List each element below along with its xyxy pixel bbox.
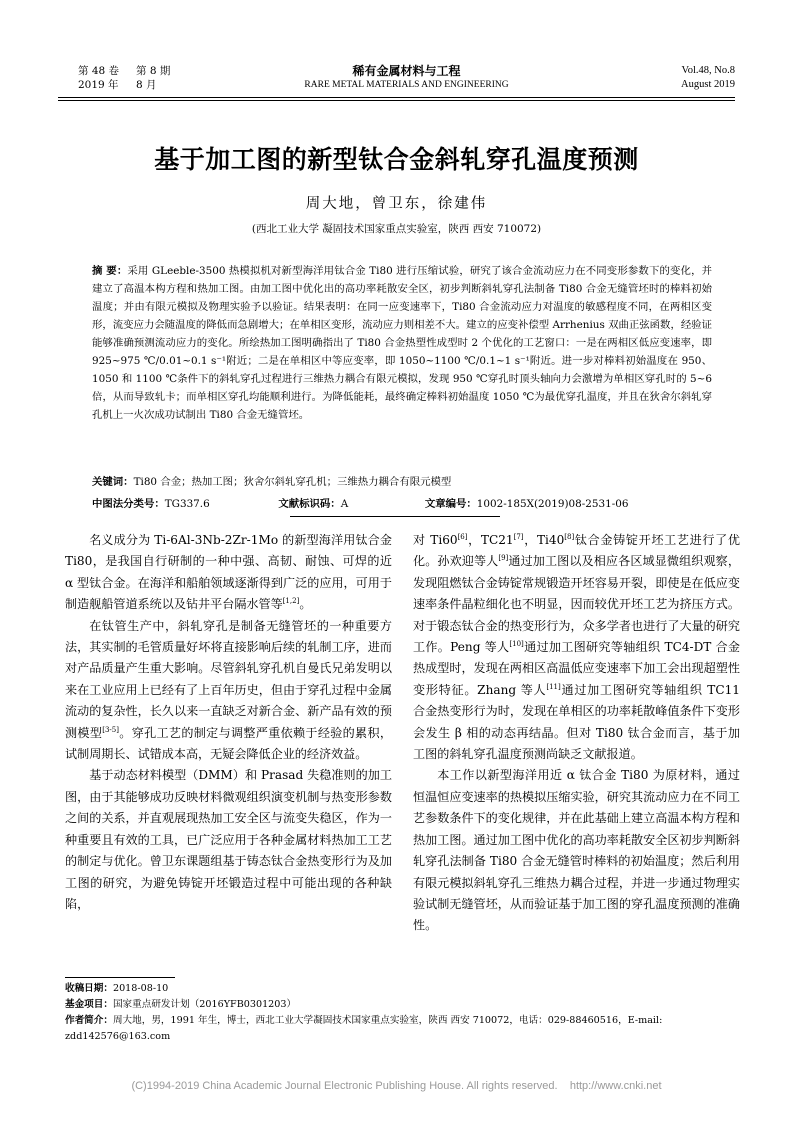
citation: [8] — [564, 532, 575, 541]
citation: [1,2] — [282, 597, 300, 606]
body-left-column — [65, 530, 392, 915]
header-rule — [58, 97, 735, 98]
citation: [6] — [457, 532, 468, 541]
body-paragraph: 本工作以新型海洋用近 α 钛合金 Ti80 为原材料，通过恒温恒应变速率的热模拟压缩实验，研究其流动应力在不同工艺参数条件下的变化规律，并在此基础上建立高温本构方程和热加工图。通过加工图中优化的高功率耗散安全区初步判断斜轧穿孔法制备 Ti80 合金无缝管时棒料的初始温度；然后利用有限元模拟斜轧穿孔三维热力耦合过程，并进一步通过物理实验试制无缝管坯，从而验证基于加工图的穿孔温度预测的准确性。 — [413, 768, 740, 933]
citation: [10] — [509, 640, 524, 648]
fund-info: 基金项目：国家重点研发计划（2016YFB0301203） — [65, 999, 297, 1010]
citation: [3-5] — [102, 725, 119, 734]
keywords-label: 关键词： — [92, 476, 134, 488]
abstract — [92, 262, 712, 424]
author-info: 作者简介：周大地，男，1991 年生，博士，西北工业大学凝固技术国家重点实验室，陕西 西安 710072，电话：029-88460516，E-mail: zdd142576@163.com — [65, 1015, 663, 1042]
volume-cn: 第 48 卷 — [78, 65, 120, 77]
citation: [9] — [498, 554, 509, 563]
journal-name-cn: 稀有金属材料与工程 — [352, 64, 461, 78]
body-right-column — [413, 530, 740, 937]
clc-label: 中图法分类号： — [92, 498, 165, 510]
article-no-value: 1002-185X(2019)08-2531-06 — [476, 498, 629, 510]
issue-cn: 第 8 期 — [136, 65, 171, 77]
header-right — [681, 64, 735, 92]
received-date: 收稿日期：2018-08-10 — [65, 983, 169, 994]
authors: 周大地，曾卫东，徐建伟 — [305, 196, 488, 212]
abstract-label: 摘 要： — [92, 265, 128, 277]
journal-name-en: RARE METAL MATERIALS AND ENGINEERING — [304, 80, 509, 90]
citation: [7] — [513, 532, 524, 541]
volume-en: Vol.48, No.8 — [681, 65, 735, 76]
abstract-text: 采用 GLeeble-3500 热模拟机对新型海洋用钛合金 Ti80 进行压缩试验，研究了该合金流动应力在不同变形参数下的变化，并建立了高温本构方程和热加工图。由加工图中优化出的高功率耗散安全区，初步判断斜轧穿孔法制备 Ti80 合金无缝管坯时的棒料初始温度；并由有限元模拟及物理实验予以验证。结果表明：在同一应变速率下，Ti80 合金流动应力对温度的敏感程度不同，在两相区变形，流变应力会随温度的降低而急剧增大；在单相区变形，流动应力则相差不大。建立的应变补偿型 Arrhenius 双曲正弦函数，经验证能够准确预测流动应力的变化。所绘热加工图明确指出了 Ti80 合金热塑性成型时 2 个优化的工艺窗口：一是在两相区低应变速率，即 925~975 ℃/0.01~0.1 s⁻¹附近；二是在单相区中等应变率，即 1050~1100 ℃/0.1~1 s⁻¹附近。进一步对棒料初始温度在 950、1050 和 1100 ℃条件下的斜轧穿孔过程进行三维热力耦合有限元模拟，发现 950 ℃穿孔时顶头轴向力会激增为单相区穿孔时的 5~6 倍，从而导致轧卡；而单相区穿孔均能顺利进行。为降低能耗，最终确定棒料初始温度 1050 ℃为最优穿孔温度，并且在狄舍尔斜轧穿孔机上一火次成功试制出 Ti80 合金无缝管坯。 — [92, 265, 713, 421]
date-en: August 2019 — [681, 79, 735, 90]
article-no-label: 文章编号： — [424, 498, 477, 510]
affiliation: (西北工业大学 凝固技术国家重点实验室，陕西 西安 710072) — [251, 223, 542, 235]
classification-line — [92, 496, 712, 512]
journal-name — [78, 64, 735, 92]
month-cn: 8 月 — [136, 79, 157, 91]
running-header — [78, 64, 735, 96]
body-paragraph: 基于动态材料模型（DMM）和 Prasad 失稳准则的加工图，由于其能够成功反映材料微观组织演变机制与热变形参数之间的关系，并直观展现热加工安全区与流变失稳区，作为一种重要且有效的工具，已广泛应用于各种金属材料热加工工艺的制定与优化。曾卫东课题组基于铸态钛合金热变形行为及加工图的研究，为避免铸锭开坯锻造过程中可能出现的各种缺陷， — [65, 768, 392, 911]
section-divider — [290, 516, 500, 517]
copyright-footer: (C)1994-2019 China Academic Journal Electronic Publishing House. All rights reserved. http://www.cnki.net — [131, 1080, 662, 1092]
doc-code-label: 文献标识码： — [278, 498, 341, 510]
citation: [11] — [546, 682, 561, 691]
header-rule-thin — [58, 100, 735, 101]
body-paragraph: 在钛管生产中，斜轧穿孔是制备无缝管坯的一种重要方法，其实制的毛管质量好坏将直接影响后续的轧制工序，进而对产品质量产生重大影响。尽管斜轧穿孔机自曼氏兄弟发明以来在工业应用上已经有了上百年历史，但由于穿孔过程中金属流动的复杂性，长久以来一直缺乏对新合金、新产品有效的预测模型[3-5]。穿孔工艺的制定与调整严重依赖于经验的累积，试制周期长、试错成本高，无疑会降低企业的经济效益。 — [65, 618, 392, 762]
year-cn: 2019 年 — [78, 79, 119, 91]
doc-code-value: A — [340, 498, 349, 510]
footnotes — [65, 981, 735, 1045]
keywords — [92, 474, 712, 490]
body-paragraph: 名义成分为 Ti-6Al-3Nb-2Zr-1Mo 的新型海洋用钛合金 Ti80，是我国自行研制的一种中强、高韧、耐蚀、可焊的近 α 型钛合金。在海洋和船舶领域逐渐得到广泛的应用，可用于制造舰船管道系统以及钻井平台隔水管等[1,2]。 — [65, 533, 392, 612]
clc-value: TG337.6 — [164, 498, 210, 510]
body-paragraph: 对 Ti60[6]，TC21[7]，Ti40[8]钛合金铸锭开坯工艺进行了优化。孙欢迎等人[9]通过加工图以及相应各区域显微组织观察，发现阻燃钛合金铸锭常规锻造开坯容易开裂，即使是在低应变速率条件晶粒细化也不明显，因而较优开坯工艺为挤压方式。对于锻态钛合金的热变形行为，众多学者也进行了大量的研究工作。Peng 等人[10]通过加工图研究等轴组织 TC4-DT 合金热成型时，发现在两相区高温低应变速率下加工会出现超塑性变形特征。Zhang 等人[11]通过加工图研究等轴组织 TC11 合金热变形行为时，发现在单相区的功率耗散峰值条件下变形会发生 β 相的动态再结晶。但对 Ti80 钛合金而言，基于加工图的斜轧穿孔温度预测尚缺乏文献报道。 — [413, 532, 740, 762]
paper-title: 基于加工图的新型钛合金斜轧穿孔温度预测 — [154, 145, 639, 174]
keywords-text: Ti80 合金；热加工图；狄舍尔斜轧穿孔机；三维热力耦合有限元模型 — [133, 476, 452, 488]
footnote-rule — [65, 977, 175, 978]
